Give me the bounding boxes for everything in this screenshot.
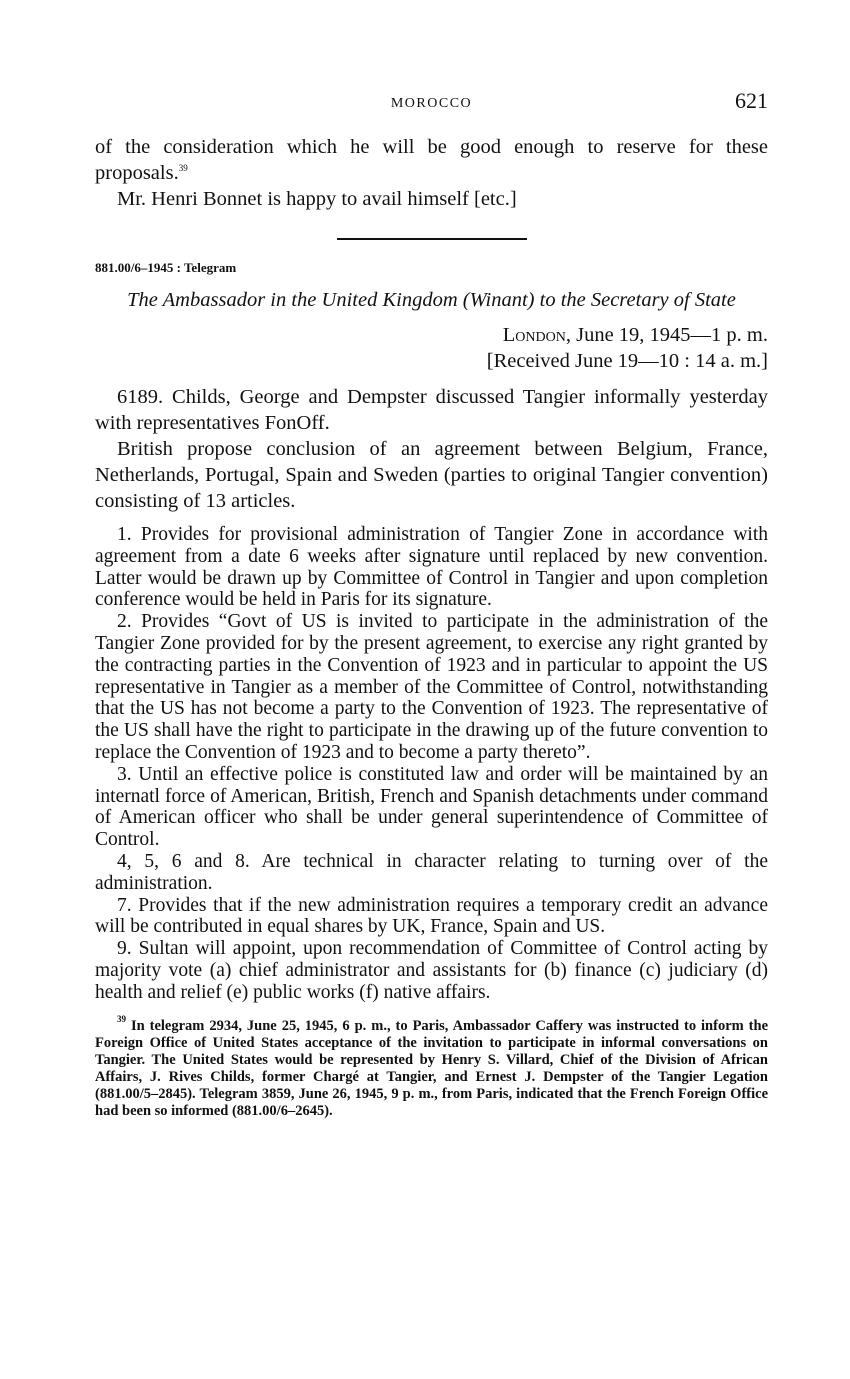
preceding-document-end (95, 134, 768, 212)
footnote-text: In telegram 2934, June 25, 1945, 6 p. m., to Paris, Ambassador Caffery was instructed to inform the Foreign Office of United States acceptance of the invitation to participate in informal conversations on Tangier. The United States would be represented by Henry S. Villard, Chief of the Division of African Affairs, J. Rives Childs, former Chargé at Tangier, and Ernest J. Dempster of the Tangier Legation (881.00/5–2845). Telegram 3859, June 26, 1945, 9 p. m., from Paris, indicated that the French Foreign Office had been so informed (881.00/6–2645). (95, 1017, 769, 1119)
dateline (95, 322, 768, 374)
article-item: 4, 5, 6 and 8. Are technical in character relating to turning over of the administration. (95, 850, 768, 894)
body-paragraph: British propose conclusion of an agreement between Belgium, France, Netherlands, Portugal, Spain and Sweden (parties to original Tangier convention) consisting of 13 articles. (95, 438, 768, 512)
document-heading: The Ambassador in the United Kingdom (Winant) to the Secretary of State (127, 289, 736, 311)
article-item: 9. Sultan will appoint, upon recommendation of Committee of Control acting by majority vote (a) chief administrator and assistants for (b) finance (c) judiciary (d) health and relief (e) public works (f) native affairs. (95, 938, 768, 1003)
running-title: MOROCCO (390, 96, 473, 111)
file-reference: 881.00/6–1945 : Telegram (95, 260, 237, 275)
article-item: 1. Provides for provisional administration of Tangier Zone in accordance with agreement from a date 6 weeks after signature until replaced by new convention. Latter would be drawn up by Committee of Control in Tangier and upon completion conference would be held in Paris for its signature. (95, 524, 768, 611)
dateline-received: [Received June 19—10 : 14 a. m.] (486, 350, 768, 372)
page-number: 621 (735, 88, 768, 113)
section-divider (337, 238, 527, 240)
continuation-text: of the consideration which he will be good enough to reserve for these proposals. (95, 136, 768, 184)
article-item: 3. Until an effective police is constituted law and order will be maintained by an internatl force of American, British, French and Spanish detachments under command of American officer who shall be under general superintendence of Committee of Control. (95, 763, 768, 851)
running-head (95, 88, 768, 118)
body-paragraph: 6189. Childs, George and Dempster discussed Tangier informally yesterday with representatives FonOff. (95, 386, 768, 434)
dateline-date: , June 19, 1945—1 p. m. (565, 324, 768, 346)
telegram-body (95, 384, 768, 514)
footnote-number: 39 (117, 1013, 126, 1024)
dateline-sent (95, 322, 768, 348)
document-page (95, 88, 768, 1120)
continuation-paragraph (95, 134, 768, 186)
dateline-place: London (502, 324, 566, 346)
footnotes (95, 1013, 769, 1120)
article-list (95, 524, 768, 1004)
closing-line: Mr. Henri Bonnet is happy to avail himself [etc.] (117, 188, 517, 210)
footnote (95, 1013, 769, 1120)
article-item: 2. Provides “Govt of US is invited to participate in the administration of the Tangier Zone provided for by the present agreement, to exercise any right granted by the contracting parties in the Convention of 1923 and in particular to appoint the US representative in Tangier as a member of the Committee of Control, notwithstanding that the US has not become a party to the Convention of 1923. The representative of the US shall have the right to participate in the drawing up of the future convention to replace the Convention of 1923 and to become a party thereto”. (95, 611, 768, 763)
article-item: 7. Provides that if the new administration requires a temporary credit an advance will be contributed in equal shares by UK, France, Spain and US. (95, 894, 768, 938)
footnote-ref: 39 (178, 163, 188, 173)
